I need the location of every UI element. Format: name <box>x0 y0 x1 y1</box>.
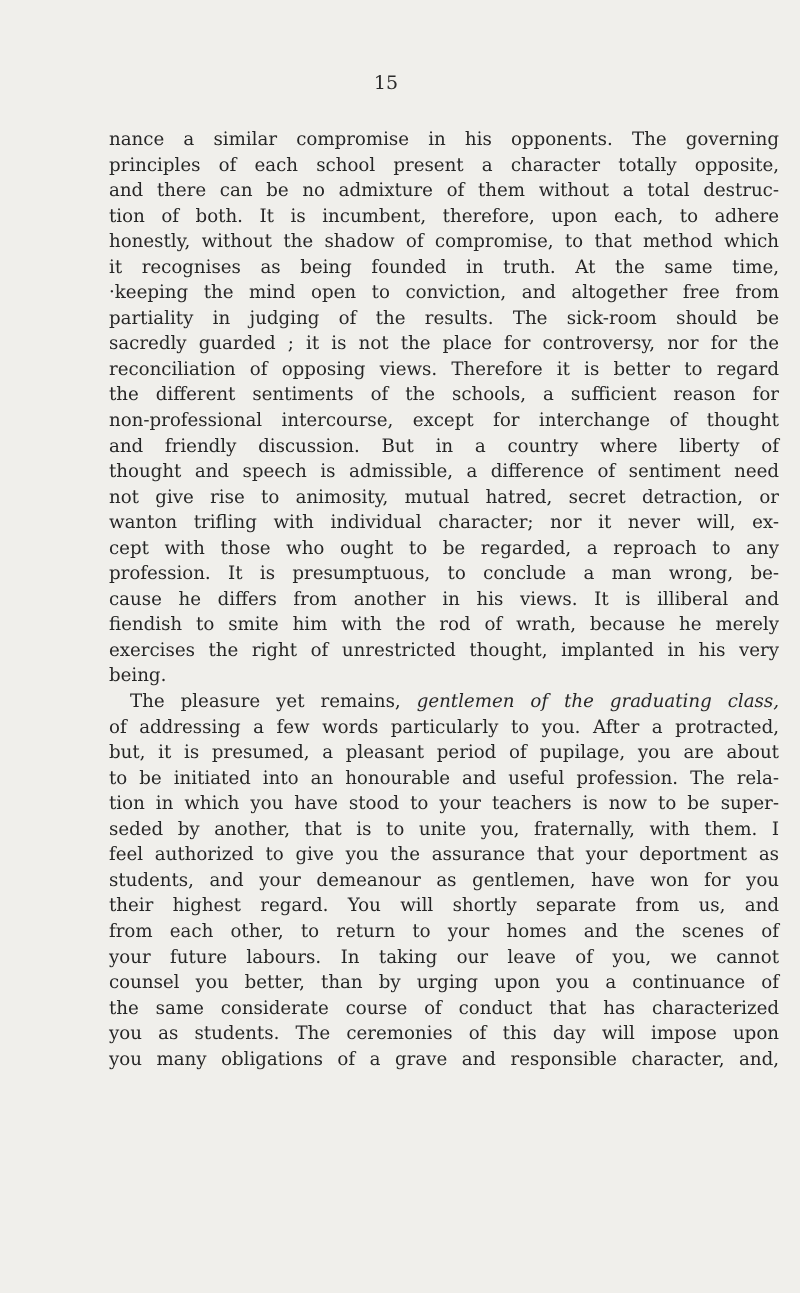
emphasis-text: gentlemen of the graduating class, <box>416 691 780 713</box>
text-line: it recognises as being founded in truth. At the same time, <box>109 256 779 278</box>
text-line: the different sentiments of the schools, a sufficient reason for <box>109 384 779 406</box>
text-line: your future labours. In taking our leave of you, we cannot <box>109 946 779 968</box>
text-line: counsel you better, than by urging upon you a continuance of <box>109 972 779 994</box>
text-line: students, and your demeanour as gentlemen, have won for you <box>109 869 779 891</box>
text-line: cause he differs from another in his views. It is illiberal and <box>109 588 779 610</box>
text-line: you as students. The ceremonies of this day will impose upon <box>109 1023 779 1045</box>
text-line: their highest regard. You will shortly separate from us, and <box>109 895 779 917</box>
text-line: but, it is presumed, a pleasant period of pupilage, you are about <box>109 742 779 764</box>
text-line: and there can be no admixture of them without a total destruc- <box>109 180 779 202</box>
text-line: partiality in judging of the results. The sick-room should be <box>109 307 779 329</box>
text-line: ·keeping the mind open to conviction, and altogether free from <box>109 282 779 304</box>
text-line: non-professional intercourse, except for interchange of thought <box>109 410 779 432</box>
text-line: tion of both. It is incumbent, therefore, upon each, to adhere <box>109 205 779 227</box>
text-line <box>109 689 779 715</box>
text-line: profession. It is presumptuous, to conclude a man wrong, be- <box>109 563 779 585</box>
text-line: from each other, to return to your homes and the scenes of <box>109 920 779 942</box>
text-line: not give rise to animosity, mutual hatred, secret detraction, or <box>109 486 779 508</box>
text-line: of addressing a few words particularly to you. After a protracted, <box>109 716 779 738</box>
paragraph-1 <box>109 127 779 689</box>
text-line: to be initiated into an honourable and useful profession. The rela- <box>109 767 779 789</box>
text-line: reconciliation of opposing views. Therefore it is better to regard <box>109 358 779 380</box>
text-line: principles of each school present a character totally opposite, <box>109 154 779 176</box>
body-text <box>109 127 779 1072</box>
text-line: cept with those who ought to be regarded, a reproach to any <box>109 537 779 559</box>
text-line: fiendish to smite him with the rod of wrath, because he merely <box>109 614 779 636</box>
text-line: exercises the right of unrestricted thought, implanted in his very <box>109 639 779 661</box>
text-line: wanton trifling with individual character; nor it never will, ex- <box>109 512 779 534</box>
text-line: the same considerate course of conduct that has characterized <box>109 997 779 1019</box>
text-line: tion in which you have stood to your teachers is now to be super- <box>109 793 779 815</box>
text-line: feel authorized to give you the assurance that your deportment as <box>109 844 779 866</box>
text-line: you many obligations of a grave and responsible character, and, <box>109 1048 779 1070</box>
page-number: 15 <box>373 72 399 94</box>
text-line: seded by another, that is to unite you, fraternally, with them. I <box>109 818 779 840</box>
text-line: thought and speech is admissible, a difference of sentiment need <box>109 461 779 483</box>
text-run: The pleasure yet remains, <box>130 691 417 713</box>
text-line: honestly, without the shadow of compromise, to that method which <box>109 231 779 253</box>
paragraph-2 <box>109 689 779 1072</box>
text-line: sacredly guarded ; it is not the place for controversy, nor for the <box>109 333 779 355</box>
text-line: being. <box>109 665 167 687</box>
text-line: nance a similar compromise in his opponents. The governing <box>109 129 779 150</box>
text-line: and friendly discussion. But in a country where liberty of <box>109 435 779 457</box>
